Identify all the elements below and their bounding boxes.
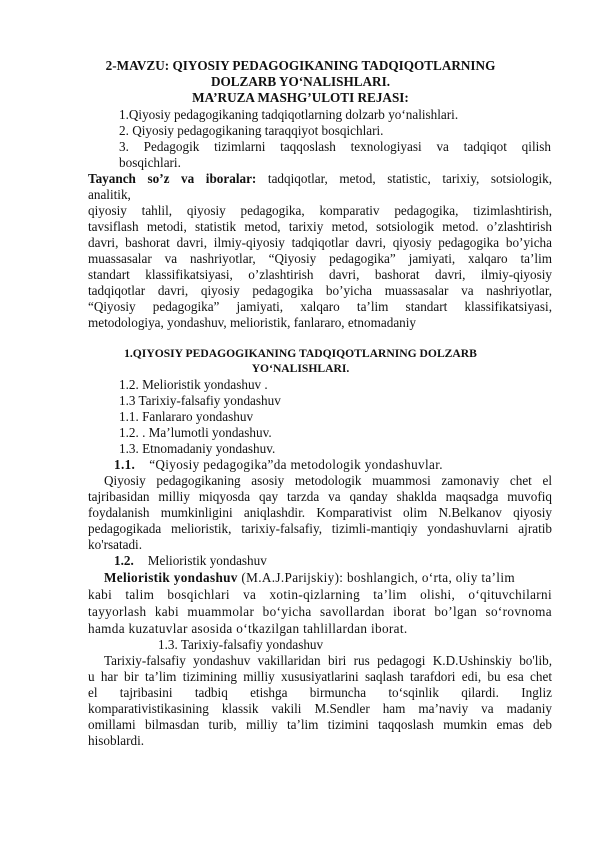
keywords-cont: tavsiflash metodi, statistik metod, tarixiy metod, sotsiologik metod. o’zlashtirish xyxy=(88,219,552,234)
section-heading-line2: YO‘NALISHLARI. xyxy=(251,362,350,375)
paragraph-3-line: u har bir ta’lim tizimining milliy xususiyatlarini saqlash tarafdori edi, bu esa chet xyxy=(88,669,552,684)
paragraph-2-first: (M.A.J.Parijskiy): boshlangich, o‘rta, oliy ta’lim xyxy=(237,570,515,585)
paragraph-3-line: Tarixiy-falsafiy yondashuv vakillaridan biri rus pedagogi K.D.Ushinskiy bo'lib, xyxy=(104,653,552,668)
subitem: 1.2. Melioristik yondashuv . xyxy=(119,377,268,392)
plan-item-2: 2. Qiyosiy pedagogikaning taraqqiyot bosqichlari. xyxy=(119,123,384,138)
paragraph-1-line: ko'rsatadi. xyxy=(88,537,143,552)
paragraph-2-line xyxy=(104,570,515,586)
topic-title-line1: 2-MAVZU: QIYOSIY PEDAGOGIKANING TADQIQOTLARNING xyxy=(105,58,496,73)
paragraph-2-bold: Melioristik yondashuv xyxy=(104,570,238,585)
subsection-1-3-title: 1.3. Tarixiy-falsafiy yondashuv xyxy=(158,637,324,652)
plan-item-3-cont: bosqichlari. xyxy=(119,155,181,170)
paragraph-1-line: Qiyosiy pedagogikaning asosiy metodologik muammosi zamonaviy chet el xyxy=(104,473,552,488)
subsection-1-1-number: 1.1. xyxy=(114,457,136,472)
paragraph-1-line: tajribasidan milliy miqyosda qay tarzda va qanday shaklda maqsadga muvofiq xyxy=(88,489,552,504)
keywords-cont: analitik, xyxy=(88,187,131,202)
keywords-label: Tayanch so’z va iboralar: xyxy=(88,171,257,186)
subsection-1-1-title: “Qiyosiy pedagogika”da metodologik yondashuvlar. xyxy=(149,457,443,472)
paragraph-2-line: tayyorlash kabi muammolar bo‘yicha savollardan iborat bo’lgan so‘rovnoma xyxy=(88,604,552,619)
subitem: 1.2. . Ma’lumotli yondashuv. xyxy=(119,425,272,440)
paragraph-3-line: omillami bilmasdan turib, milliy ta’lim tizimini taqqoslash mumkin emas deb xyxy=(88,717,552,732)
paragraph-3-line: hisoblardi. xyxy=(88,733,145,748)
subitem: 1.1. Fanlararo yondashuv xyxy=(119,409,254,424)
topic-title-line2: DOLZARB YO‘NALISHLARI. xyxy=(210,74,391,89)
paragraph-3-line: komparativistikasining klassik vakili M.Sendler ham ma’naviy va madaniy xyxy=(88,701,552,716)
keywords-cont: metodologiya, yondashuv, melioristik, fanlararo, etnomadaniy xyxy=(88,315,417,330)
plan-item-1: 1.Qiyosiy pedagogikaning tadqiqotlarning dolzarb yo‘nalishlari. xyxy=(119,107,459,122)
keywords-cont: davri, bashorat davri, ilmiy-qiyosiy tadqiqotlar davri, qiyosiy pedagogika bo’yicha xyxy=(88,235,552,250)
subitem: 1.3. Etnomadaniy yondashuv. xyxy=(119,441,276,456)
keywords-line xyxy=(88,171,552,187)
subitem: 1.3 Tarixiy-falsafiy yondashuv xyxy=(119,393,281,408)
keywords-cont: muassasalar va nashriyotlar, “Qiyosiy pedagogika” jamiyati, xalqaro ta’lim xyxy=(88,251,552,266)
plan-item-3: 3. Pedagogik tizimlarni taqqoslash texnologiyasi va tadqiqot qilish xyxy=(119,139,551,154)
paragraph-1-line: pedagogikada melioristik, tarixiy-falsafiy, tizimli-mantiqiy yondashuvlarni ajratib xyxy=(88,521,552,536)
lecture-plan-heading: MA’RUZA MASHG’ULOTI REJASI: xyxy=(192,90,409,105)
keywords-cont: qiyosiy tahlil, qiyosiy pedagogika, komparativ pedagogika, tizimlashtirish, xyxy=(88,203,552,218)
paragraph-1-line: foydalanish mumkinligini aniqlashdir. Komparativist olim N.Belkanov qiyosiy xyxy=(88,505,552,520)
keywords-cont: standart klassifikatsiyasi, o’zlashtirish davri, bashorat davri, ilmiy-qiyosiy xyxy=(88,267,552,282)
paragraph-3-line: el tajribasini tadbiq etishga birmuncha to‘sqinlik qilardi. Ingliz xyxy=(88,685,552,700)
paragraph-2-line: hamda kuzatuvlar asosida o‘tkazilgan tahlillardan iborat. xyxy=(88,621,408,636)
subsection-1-1 xyxy=(114,457,443,473)
section-heading-line1: 1.QIYOSIY PEDAGOGIKANING TADQIQOTLARNING DOLZARB xyxy=(124,347,477,360)
keywords-cont: tadqiqotlar davri, qiyosiy pedagogika bo’yicha muassasalar va nashriyotlar, xyxy=(88,283,552,298)
subsection-1-2-number: 1.2. xyxy=(114,553,134,568)
paragraph-2-line: kabi talim bosqichlari va xotin-qizlarning ta’lim olishi, o‘qituvchilarni xyxy=(88,587,552,602)
keywords-cont: “Qiyosiy pedagogika” jamiyati, xalqaro ta’lim standart klassifikatsiyasi, xyxy=(88,299,552,314)
subsection-1-2 xyxy=(114,553,267,569)
keywords-first: tadqiqotlar, metod, statistic, tarixiy, sotsiologik, xyxy=(256,171,553,186)
subsection-1-2-title: Melioristik yondashuv xyxy=(147,553,267,568)
